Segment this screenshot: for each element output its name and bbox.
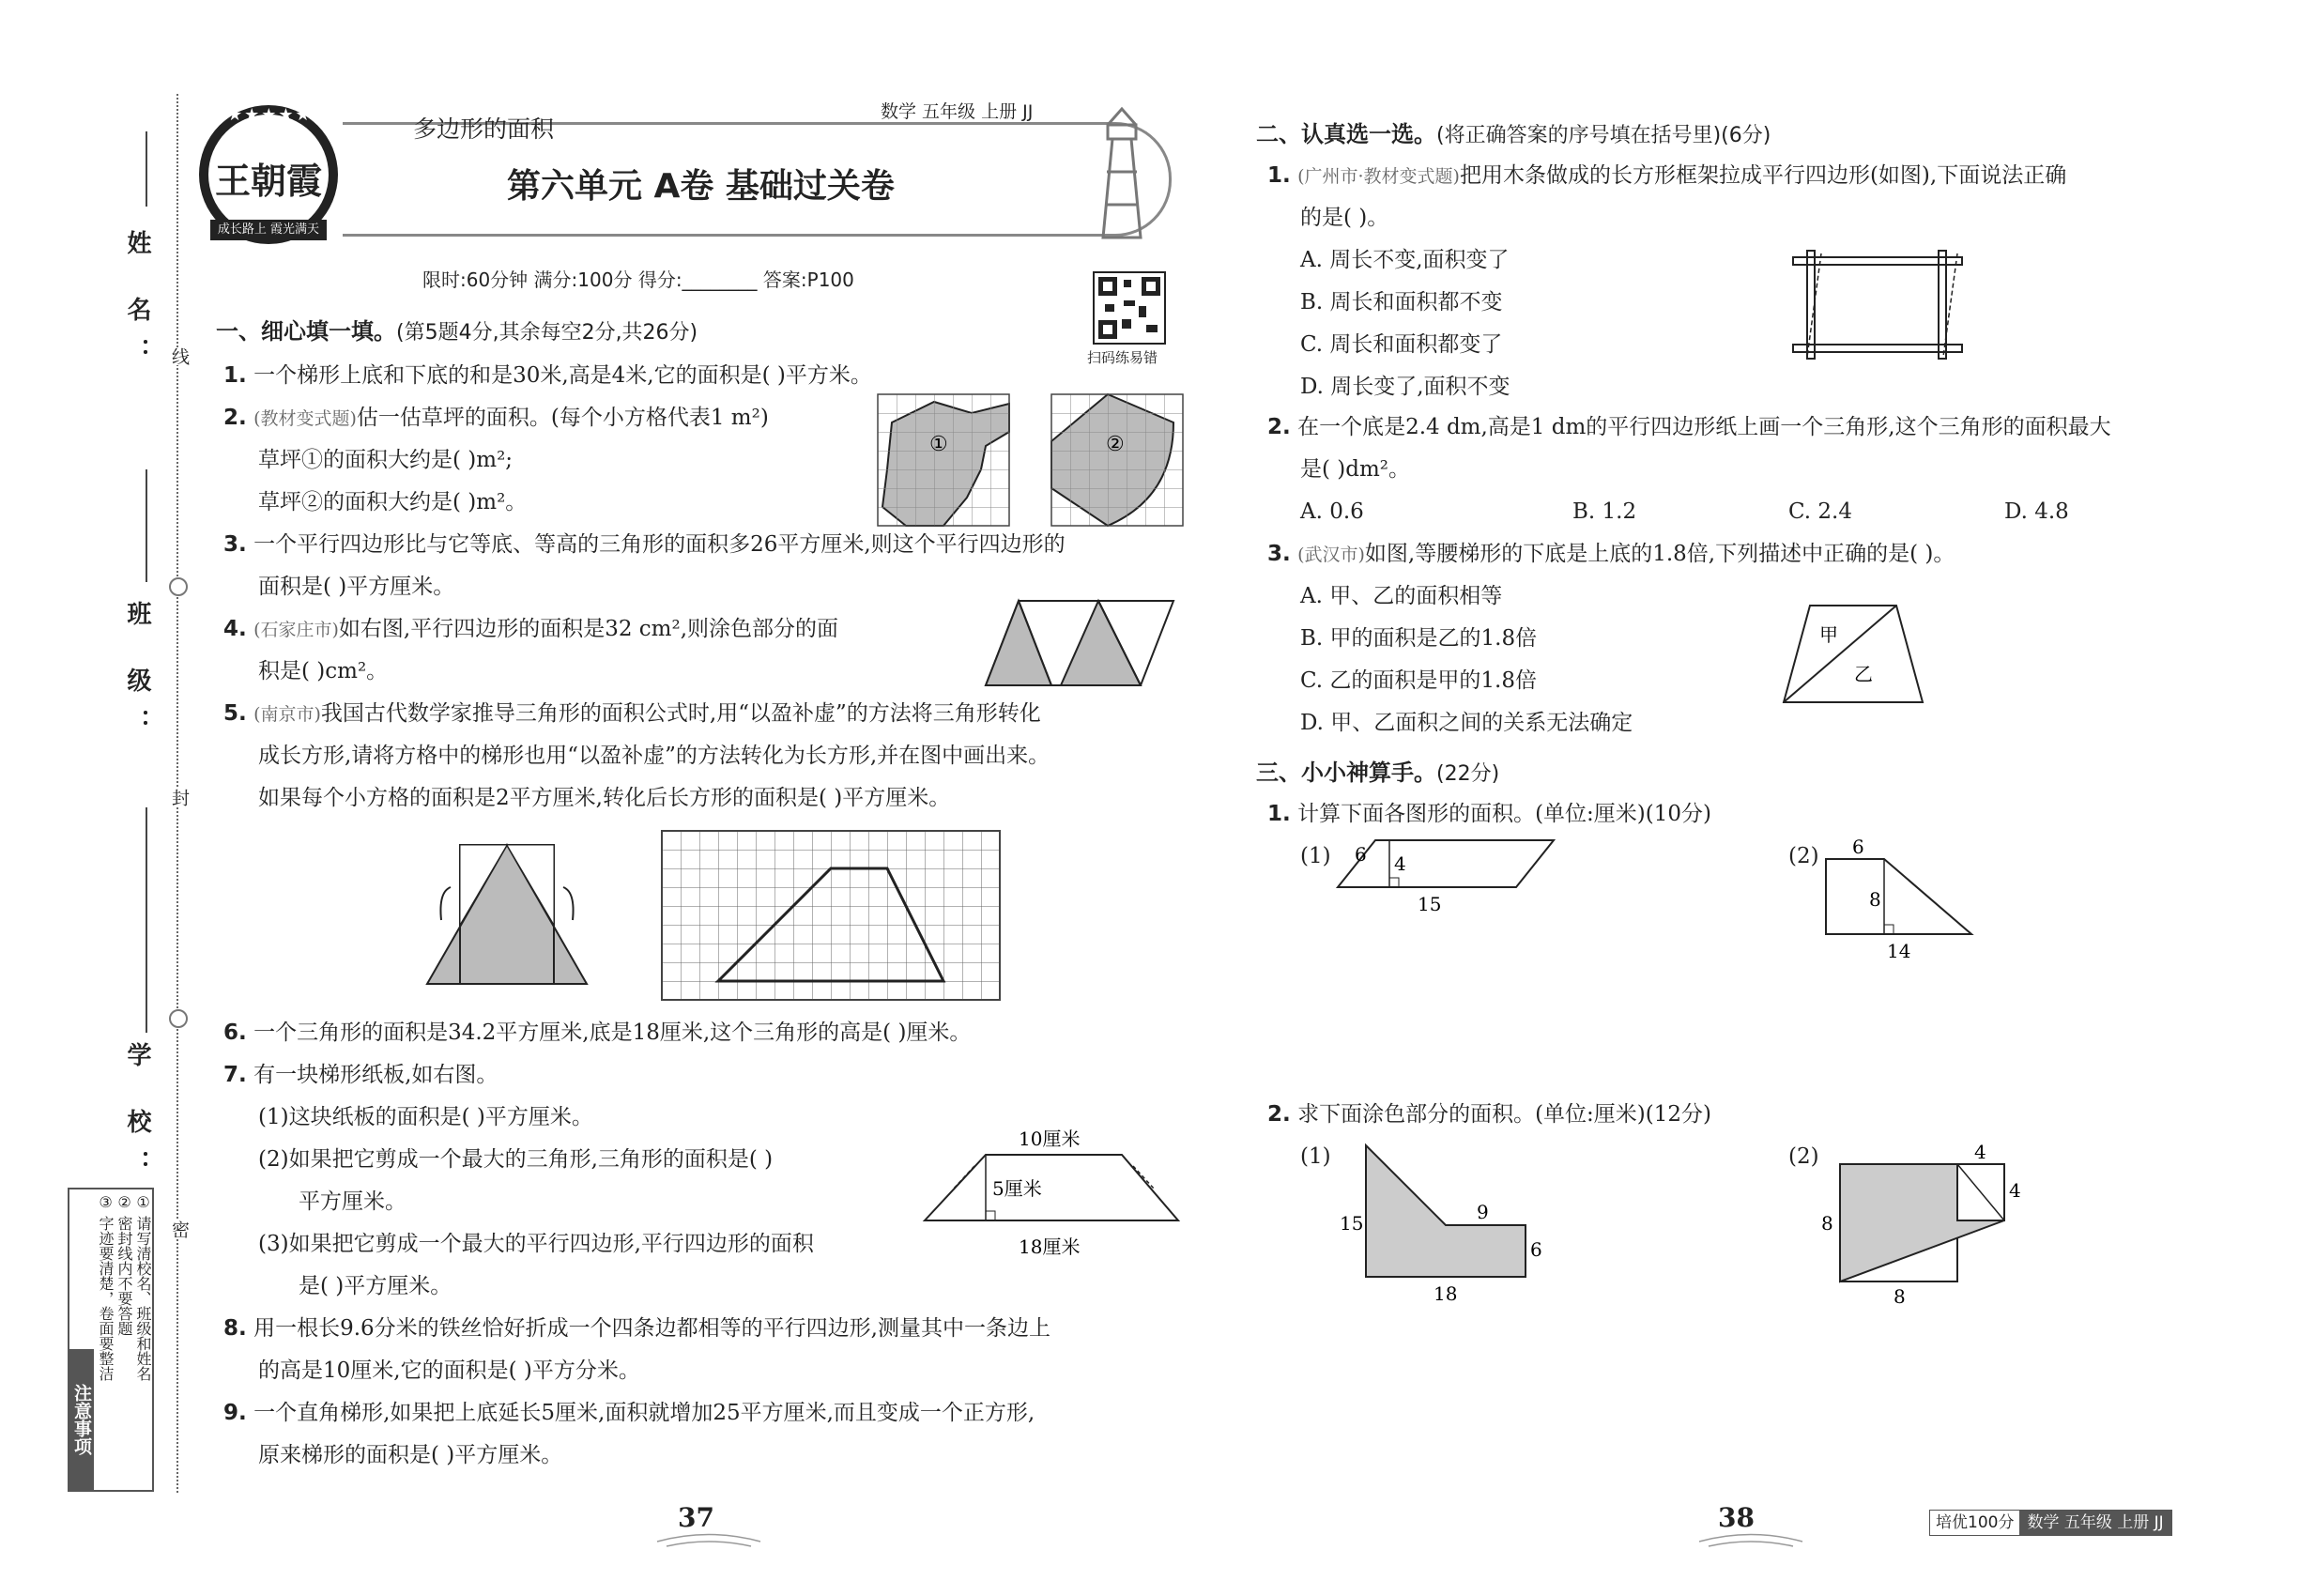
label-yi: 乙 — [1854, 663, 1873, 685]
isosceles-trapezoid-figure — [1784, 606, 1924, 704]
right-small-label: 4 — [2009, 1179, 2021, 1202]
base-label: 15 — [1418, 893, 1442, 915]
label-jia: 甲 — [1819, 623, 1838, 646]
side-label: 6 — [1530, 1238, 1542, 1261]
question-9-line-2: 原来梯形的面积是( )平方厘米。 — [258, 1443, 563, 1467]
page-title: 第六单元 A卷 基础过关卷 — [507, 167, 895, 206]
calc-part-4-label: (2) — [1788, 1144, 1819, 1169]
question-7-part-3b: 是( )平方厘米。 — [299, 1274, 452, 1298]
seal-char-3: 密 — [167, 1220, 192, 1238]
question-2: 2. (教材变式题)估一估草坪的面积。(每个小方格代表1 m²) — [223, 406, 769, 430]
seal-char-2: 封 — [167, 789, 192, 806]
footer-badge: 培优100分 — [1936, 1513, 2015, 1532]
section-3-title: 三、小小神算手。(22分) — [1256, 760, 1500, 786]
section-2-title: 二、认真选一选。(将正确答案的序号填在括号里)(6分) — [1256, 121, 1771, 147]
option-2c: C. 2.4 — [1788, 499, 1852, 524]
question-3-line-2: 面积是( )平方厘米。 — [258, 575, 455, 599]
exam-meta: 限时:60分钟 满分:100分 得分:________ 答案:P100 — [422, 269, 854, 291]
subject-info: 数学 五年级 上册 JJ — [881, 101, 1034, 122]
question-1: 1. 一个梯形上底和下底的和是30米,高是4米,它的面积是( )平方米。 — [223, 363, 872, 388]
square-side-label: 8 — [1821, 1212, 1833, 1235]
name-label: 姓 名： — [123, 230, 151, 380]
notice-item-1: ① 请写清校名、班级和姓名 — [134, 1193, 152, 1382]
calc-part-2-label: (2) — [1788, 844, 1819, 868]
height-length: 5厘米 — [992, 1177, 1042, 1200]
lawn-label-1: ① — [929, 433, 948, 456]
question-7-part-1: (1)这块纸板的面积是( )平方厘米。 — [258, 1105, 593, 1129]
question-3: 3. 一个平行四边形比与它等底、等高的三角形的面积多26平方厘米,则这个平行四边形的 — [223, 532, 1066, 557]
top-label: 6 — [1852, 836, 1864, 858]
choice-question-2: 2. 在一个底是2.4 dm,高是1 dm的平行四边形纸上画一个三角形,这个三角形的面积最大 — [1267, 415, 2111, 439]
lighthouse-icon — [1084, 101, 1159, 242]
logo-slogan: 成长路上 霞光满天 — [210, 220, 327, 240]
shaded-figure-2 — [1817, 1141, 2032, 1308]
wooden-frame-figure — [1784, 246, 1971, 368]
question-7-part-2b: 平方厘米。 — [299, 1189, 406, 1214]
lawn-figure-1 — [878, 394, 1009, 530]
calc-part-1-label: (1) — [1300, 844, 1331, 868]
section-1-title: 一、细心填一填。(第5题4分,其余每空2分,共26分) — [216, 318, 698, 345]
option-3a: A. 甲、乙的面积相等 — [1300, 584, 1503, 608]
question-7: 7. 有一块梯形纸板,如右图。 — [223, 1063, 498, 1087]
notice-item-2: ② 密封线内不要答题 — [115, 1193, 133, 1337]
question-4-line-2: 积是( )cm²。 — [258, 659, 389, 683]
binding-hole-icon — [169, 577, 188, 596]
top-small-label: 4 — [1974, 1141, 1986, 1163]
choice-question-3: 3. (武汉市)如图,等腰梯形的下底是上底的1.8倍,下列描述中正确的是( )。 — [1267, 542, 1955, 566]
binding-hole-icon — [169, 1009, 188, 1028]
question-9: 9. 一个直角梯形,如果把上底延长5厘米,面积就增加25平方厘米,而且变成一个正方形, — [223, 1401, 1035, 1425]
calc-part-3-label: (1) — [1300, 1144, 1331, 1169]
parallelogram-calc-figure — [1338, 840, 1563, 925]
question-5: 5. (南京市)我国古代数学家推导三角形的面积公式时,用“以盈补虚”的方法将三角形转化 — [223, 701, 1041, 726]
square-base-label: 8 — [1894, 1285, 1906, 1308]
page-number-right: 38 — [1718, 1502, 1755, 1533]
side-label: 6 — [1355, 843, 1367, 866]
question-8: 8. 用一根长9.6分米的铁丝恰好折成一个四条边都相等的平行四边形,测量其中一条边上 — [223, 1316, 1050, 1341]
question-7-part-3: (3)如果把它剪成一个最大的平行四边形,平行四边形的面积 — [258, 1232, 814, 1256]
footer-label — [1929, 1510, 2172, 1536]
question-7-part-2: (2)如果把它剪成一个最大的三角形,三角形的面积是( ) — [258, 1147, 774, 1172]
calc-question-2: 2. 求下面涂色部分的面积。(单位:厘米)(12分) — [1267, 1102, 1711, 1127]
question-5-line-3: 如果每个小方格的面积是2平方厘米,转化后长方形的面积是( )平方厘米。 — [258, 786, 951, 810]
question-4: 4. (石家庄市)如右图,平行四边形的面积是32 cm²,则涂色部分的面 — [223, 617, 839, 641]
bottom-label: 14 — [1887, 940, 1911, 962]
height-label: 8 — [1869, 888, 1881, 911]
notice-box — [68, 1188, 154, 1492]
height-label: 4 — [1394, 852, 1406, 875]
qr-code-icon — [1094, 272, 1165, 344]
seal-char-1: 线 — [167, 347, 192, 365]
notice-title: 注意事项 — [69, 1349, 94, 1490]
choice-question-1-line-2: 的是( )。 — [1300, 206, 1389, 230]
logo-text: 王朝霞 — [214, 160, 322, 202]
shaded-figure-1 — [1328, 1145, 1544, 1305]
school-label: 学 校： — [123, 1042, 151, 1192]
lawn-label-2: ② — [1106, 433, 1125, 456]
page-ornament-icon — [1699, 1532, 1802, 1551]
qr-caption: 扫码练易错 — [1087, 349, 1158, 366]
parallelogram-figure — [986, 601, 1173, 690]
triangle-to-rectangle-figure — [427, 845, 587, 986]
arrow-icon — [440, 887, 451, 920]
option-2b: B. 1.2 — [1572, 499, 1637, 524]
trapezoid-calc-figure — [1826, 836, 1976, 962]
option-3c: C. 乙的面积是甲的1.8倍 — [1300, 668, 1537, 693]
choice-question-2-line-2: 是( )dm²。 — [1300, 457, 1411, 482]
notice-item-3: ③ 字迹要清楚，卷面要整洁 — [97, 1193, 115, 1382]
trapezoid-board-figure — [925, 1122, 1178, 1258]
option-3d: D. 甲、乙面积之间的关系无法确定 — [1300, 711, 1633, 735]
base-label: 18 — [1434, 1282, 1458, 1305]
star-icon: ★★★★★ — [227, 105, 313, 125]
calc-question-1: 1. 计算下面各图形的面积。(单位:厘米)(10分) — [1267, 802, 1711, 826]
lawn-figure-2 — [1051, 394, 1183, 530]
option-2d: D. 4.8 — [2004, 499, 2069, 524]
page-number-left: 37 — [678, 1502, 714, 1533]
bottom-length: 18厘米 — [1019, 1235, 1081, 1258]
question-2-line-2: 草坪②的面积大约是( )m²。 — [258, 490, 528, 514]
option-2a: A. 0.6 — [1300, 499, 1364, 524]
section-title: 多边形的面积 — [413, 115, 555, 143]
question-2-line-1: 草坪①的面积大约是( )m²; — [258, 448, 514, 472]
question-6: 6. 一个三角形的面积是34.2平方厘米,底是18厘米,这个三角形的高是( )厘米。 — [223, 1021, 972, 1045]
choice-question-1: 1. (广州市·教材变式题)把用木条做成的长方形框架拉成平行四边形(如图),下面说法正确 — [1267, 163, 2067, 188]
height-label: 15 — [1340, 1212, 1364, 1235]
logo-badge — [199, 105, 338, 244]
option-1a: A. 周长不变,面积变了 — [1300, 248, 1510, 272]
option-3b: B. 甲的面积是乙的1.8倍 — [1300, 626, 1538, 651]
footer-info: 数学 五年级 上册 JJ — [2019, 1511, 2170, 1535]
option-1c: C. 周长和面积都变了 — [1300, 332, 1503, 357]
trapezoid-grid-figure — [662, 831, 1000, 1000]
width-label: 9 — [1477, 1201, 1489, 1223]
option-1b: B. 周长和面积都不变 — [1300, 290, 1503, 315]
question-5-line-2: 成长方形,请将方格中的梯形也用“以盈补虚”的方法转化为长方形,并在图中画出来。 — [258, 744, 1050, 768]
page-ornament-icon — [657, 1532, 760, 1551]
top-length: 10厘米 — [1019, 1128, 1081, 1150]
option-1d: D. 周长变了,面积不变 — [1300, 375, 1510, 399]
arrow-icon — [563, 887, 574, 920]
question-8-line-2: 的高是10厘米,它的面积是( )平方分米。 — [258, 1358, 640, 1383]
class-label: 班 级： — [123, 601, 151, 751]
